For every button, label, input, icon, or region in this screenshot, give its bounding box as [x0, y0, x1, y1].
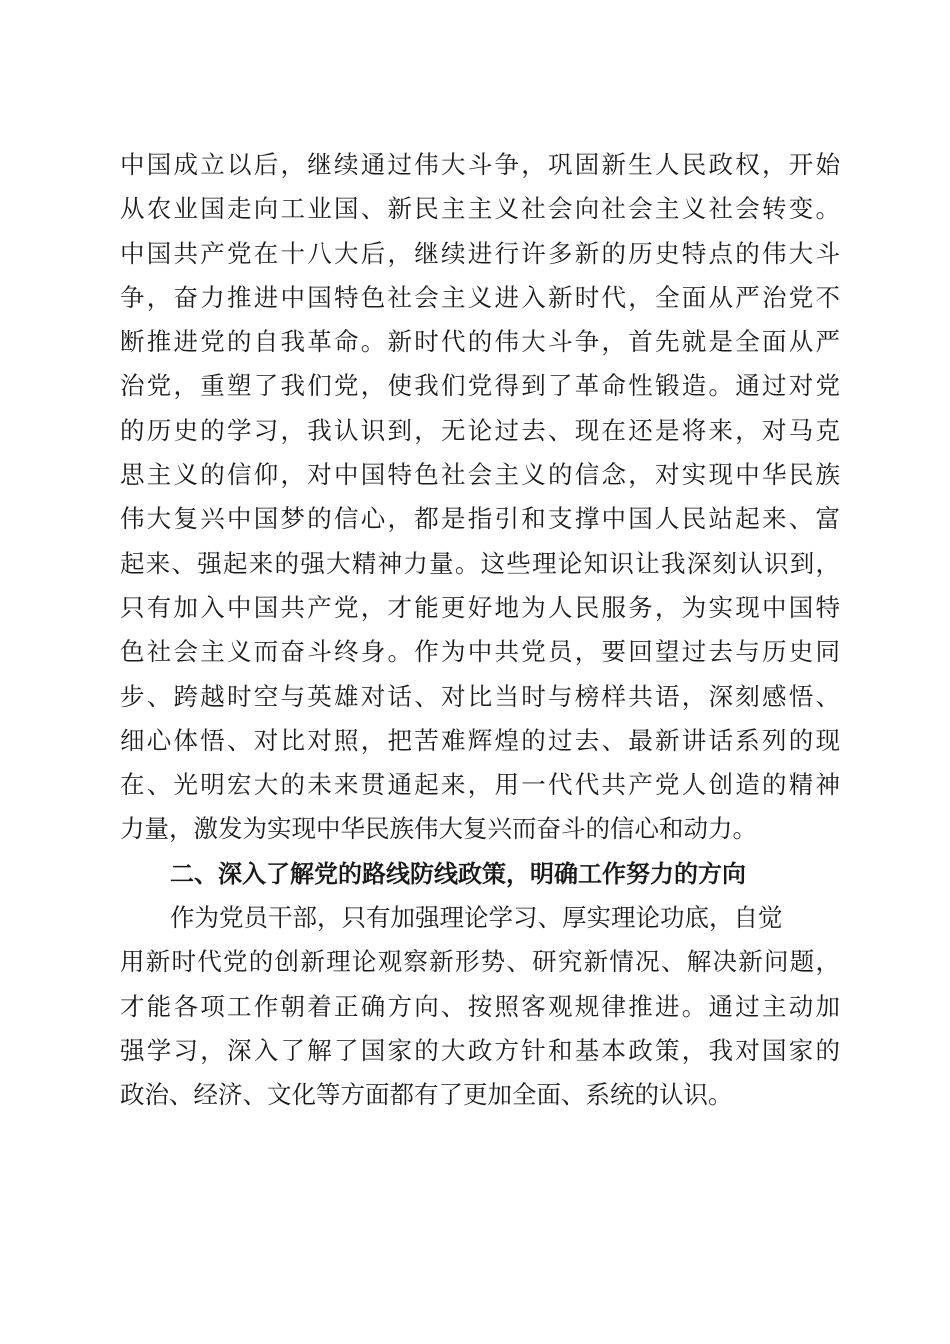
text-line: 作为党员干部，只有加强理论学习、厚实理论功底，自觉 — [170, 903, 783, 933]
section-heading: 二、深入了解党的路线防线政策，明确工作努力的方向 — [170, 859, 746, 888]
text-line: 用新时代党的创新理论观察新形势、研究新情况、解决新问题， — [120, 947, 840, 977]
text-line: 色社会主义而奋斗终身。作为中共党员，要回望过去与历史同 — [120, 637, 840, 667]
text-line: 中国成立以后，继续通过伟大斗争，巩固新生人民政权，开始 — [120, 150, 840, 179]
text-line: 细心体悟、对比对照，把苦难辉煌的过去、最新讲话系列的现 — [120, 725, 840, 755]
text-line: 治党，重塑了我们党，使我们党得到了革命性锻造。通过对党 — [120, 371, 840, 401]
text-line: 伟大复兴中国梦的信心，都是指引和支撑中国人民站起来、富 — [120, 504, 840, 534]
text-line: 的历史的学习，我认识到，无论过去、现在还是将来，对马克 — [120, 415, 840, 445]
text-line: 断推进党的自我革命。新时代的伟大斗争，首先就是全面从严 — [120, 327, 840, 357]
text-line: 从农业国走向工业国、新民主主义社会向社会主义社会转变。 — [120, 194, 840, 224]
text-line: 起来、强起来的强大精神力量。这些理论知识让我深刻认识到， — [120, 548, 840, 578]
document-page — [120, 143, 840, 1118]
text-line: 强学习，深入了解了国家的大政方针和基本政策，我对国家的 — [120, 1035, 840, 1065]
text-line: 政治、经济、文化等方面都有了更加全面、系统的认识。 — [120, 1080, 733, 1110]
text-line: 力量，激发为实现中华民族伟大复兴而奋斗的信心和动力。 — [120, 814, 757, 844]
paragraph-2 — [120, 896, 840, 1117]
text-line: 在、光明宏大的未来贯通起来，用一代代共产党人创造的精神 — [120, 770, 840, 800]
text-line: 只有加入中国共产党，才能更好地为人民服务，为实现中国特 — [120, 592, 840, 622]
text-line: 思主义的信仰，对中国特色社会主义的信念，对实现中华民族 — [120, 460, 840, 490]
text-line: 争，奋力推进中国特色社会主义进入新时代，全面从严治党不 — [120, 282, 840, 312]
text-line: 步、跨越时空与英雄对话、对比当时与榜样共语，深刻感悟、 — [120, 681, 840, 711]
paragraph-1 — [120, 143, 840, 852]
text-line: 中国共产党在十八大后，继续进行许多新的历史特点的伟大斗 — [120, 238, 840, 268]
text-line: 才能各项工作朝着正确方向、按照客观规律推进。通过主动加 — [120, 991, 840, 1021]
